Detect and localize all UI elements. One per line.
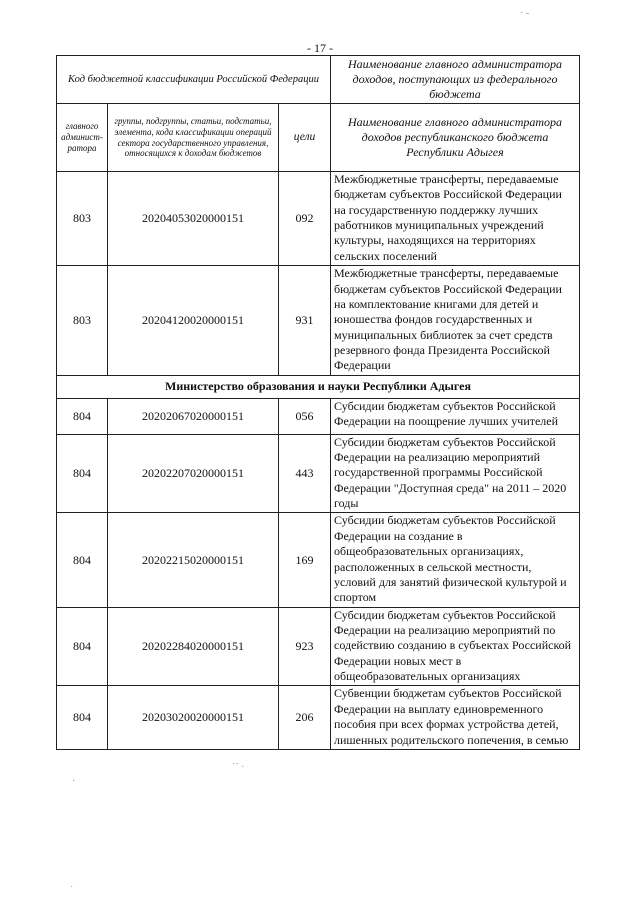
- header-federal-admin: Наименование главного администратора доходов, поступающих из федерального бюджета: [331, 56, 580, 104]
- admin-code-cell: 803: [57, 172, 108, 266]
- income-name-cell: Межбюджетные трансферты, передаваемые бюджетам субъектов Российской Федерации на комплектование книгами для детей и юношества фондов государственных и муниципальных библиотек за счет средств резервного фонда Президента Российской Федерации: [331, 266, 580, 376]
- table-row: [57, 513, 580, 607]
- table-row: [57, 434, 580, 513]
- purpose-code-cell: 056: [279, 398, 331, 434]
- table-row: [57, 686, 580, 749]
- scan-noise-middle: ˙˙ ·: [232, 762, 245, 773]
- purpose-code-cell: 923: [279, 607, 331, 686]
- page-number: - 17 -: [307, 41, 333, 55]
- purpose-code-cell: 206: [279, 686, 331, 749]
- admin-code-cell: 804: [57, 607, 108, 686]
- admin-code-cell: 804: [57, 398, 108, 434]
- income-code-cell: 20202207020000151: [108, 434, 279, 513]
- income-name-cell: Субсидии бюджетам субъектов Российской Федерации на реализацию мероприятий по содействию созданию в субъектах Российской Федерации новых мест в общеобразовательных организациях: [331, 607, 580, 686]
- table-row: [57, 607, 580, 686]
- income-code-cell: 20203020020000151: [108, 686, 279, 749]
- table-row: [57, 172, 580, 266]
- header-group-title: Код бюджетной классификации Российской Федерации: [57, 56, 331, 104]
- scan-noise-top-right: · -: [520, 8, 530, 19]
- income-name-cell: Субсидии бюджетам субъектов Российской Федерации на создание в общеобразовательных организациях, расположенных в сельской местности, условий для занятий физической культурой и спортом: [331, 513, 580, 607]
- budget-classification-table: [56, 55, 580, 750]
- income-code-cell: 20204053020000151: [108, 172, 279, 266]
- scan-noise-bottom-left: ˙: [70, 885, 74, 896]
- admin-code-cell: 804: [57, 513, 108, 607]
- admin-code-cell: 803: [57, 266, 108, 376]
- income-name-cell: Субвенции бюджетам субъектов Российской Федерации на выплату единовременного пособия при всех формах устройства детей, лишенных родительского попечения, в семью: [331, 686, 580, 749]
- income-code-cell: 20202215020000151: [108, 513, 279, 607]
- admin-code-cell: 804: [57, 686, 108, 749]
- purpose-code-cell: 169: [279, 513, 331, 607]
- admin-code-cell: 804: [57, 434, 108, 513]
- purpose-code-cell: 443: [279, 434, 331, 513]
- income-name-cell: Межбюджетные трансферты, передаваемые бюджетам субъектов Российской Федерации на государственную поддержку лучших работников муниципальных учреждений культуры, находящихся на территориях сельских поселений: [331, 172, 580, 266]
- table-row: [57, 266, 580, 376]
- scan-noise-left: ·: [72, 776, 76, 787]
- purpose-code-cell: 931: [279, 266, 331, 376]
- section-title: Министерство образования и науки Республики Адыгея: [57, 375, 580, 398]
- income-code-cell: 20202284020000151: [108, 607, 279, 686]
- header-col-purpose: цели: [279, 104, 331, 172]
- income-name-cell: Субсидии бюджетам субъектов Российской Федерации на поощрение лучших учителей: [331, 398, 580, 434]
- purpose-code-cell: 092: [279, 172, 331, 266]
- header-republic-admin: Наименование главного администратора доходов республиканского бюджета Республики Адыгея: [331, 104, 580, 172]
- table-row: [57, 398, 580, 434]
- income-name-cell: Субсидии бюджетам субъектов Российской Федерации на реализацию мероприятий государственной программы Российской Федерации "Доступная среда" на 2011 – 2020 годы: [331, 434, 580, 513]
- income-code-cell: 20204120020000151: [108, 266, 279, 376]
- income-code-cell: 20202067020000151: [108, 398, 279, 434]
- section-row: [57, 375, 580, 398]
- header-col-admin: главного админист-ратора: [57, 104, 108, 172]
- header-col-code: группы, подгруппы, статьи, подстатьи, элемента, кода классификации операций сектора государственного управления, относящихся к доходам бюджетов: [108, 104, 279, 172]
